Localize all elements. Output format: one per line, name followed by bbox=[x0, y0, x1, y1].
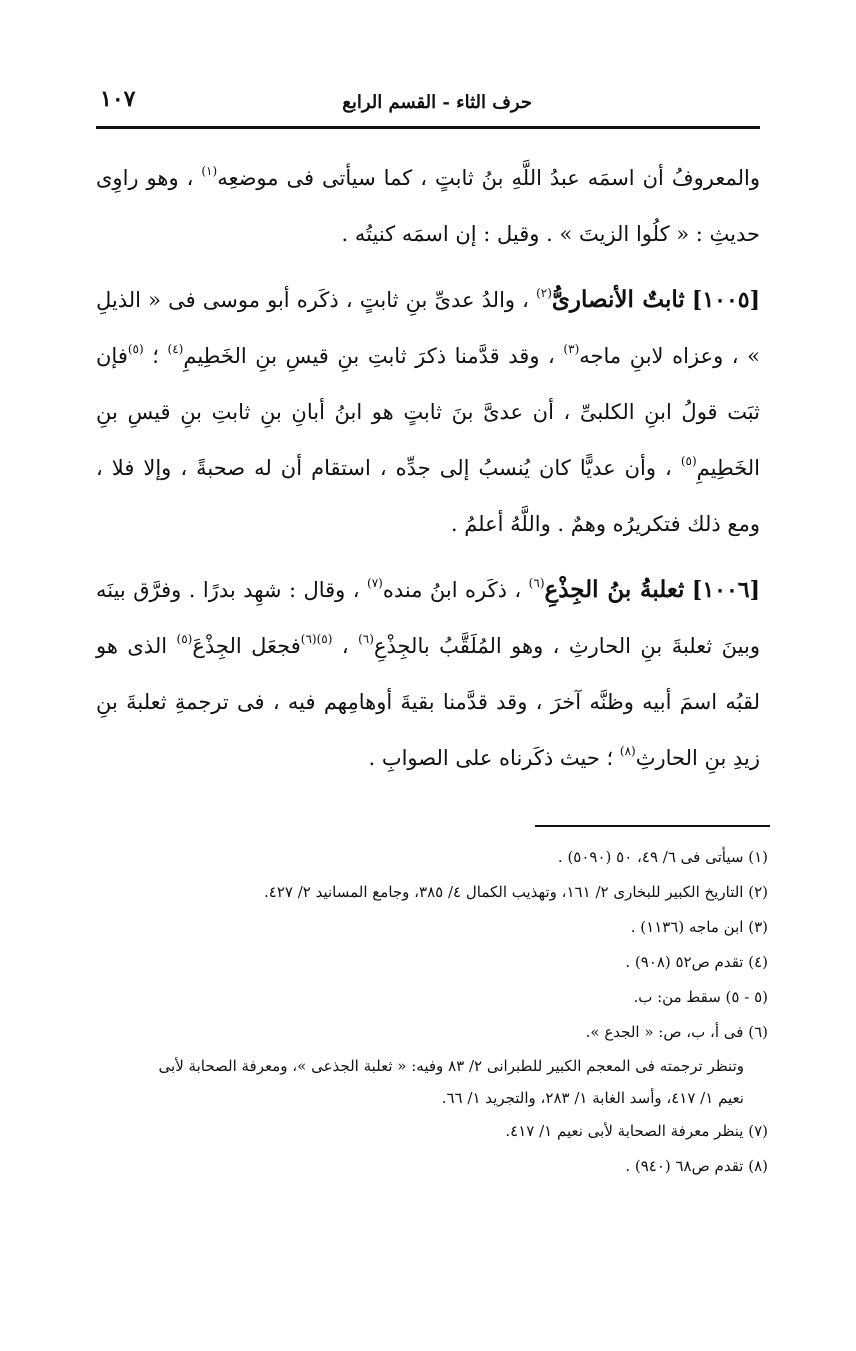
footnote-6-continuation: نعيم ١/ ٤١٧، وأسد الغابة ١/ ٢٨٣، والتجريد ١/ ٦٦. bbox=[441, 1089, 744, 1107]
paragraph-text: والمعروفُ أن اسمَه عبدُ اللَّهِ بنُ ثابتٍ ، كما سيأتى فى موضعِه bbox=[217, 166, 760, 190]
footnote-ref: (٥) bbox=[127, 342, 144, 356]
entry-text: ، bbox=[332, 634, 359, 658]
entry-text: ، ذكَره ابنُ منده bbox=[382, 578, 529, 602]
footnotes bbox=[96, 840, 768, 1184]
paragraph-intro bbox=[96, 150, 760, 262]
footnote-6-continuation: وتنظر ترجمته فى المعجم الكبير للطبرانى ٢/ ٨٣ وفيه: « ثعلبة الجذعى »، ومعرفة الصحابة لأبى bbox=[158, 1057, 744, 1075]
footnote-ref: (١) bbox=[201, 164, 218, 178]
entry-text: ؛ bbox=[143, 344, 168, 368]
entry-1005 bbox=[96, 272, 760, 552]
footnote-8: (٨) تقدم ص٦٨ (٩٤٠) . bbox=[625, 1157, 768, 1175]
footnote-ref: (٦) bbox=[358, 632, 374, 646]
running-header bbox=[96, 84, 760, 122]
entry-text: ، وقال : شهِد بدرًا . وفرَّق بينَه وبينَ ثعلبةَ بنِ الحارثِ ، وهو المُلَقَّبُ بالجِذْعِ bbox=[96, 578, 760, 658]
entry-text: فجعَل الجِذْعَ bbox=[192, 634, 301, 658]
footnote-7: (٧) ينظر معرفة الصحابة لأبى نعيم ١/ ٤١٧. bbox=[505, 1122, 768, 1140]
entry-number: [١٠٠٦] bbox=[691, 577, 760, 603]
entry-text: ، وقد قدَّمنا ذكرَ ثابتِ بنِ قيسِ بنِ الخَطِيمِ bbox=[183, 344, 564, 368]
footnote-6: (٦) فى أ، ب، ص: « الجدع ». bbox=[585, 1023, 768, 1041]
footnote-ref: (٥) bbox=[176, 632, 193, 646]
footnote-1: (١) سيأتى فى ٦/ ٤٩، ٥٠ (٥٠٩٠) . bbox=[557, 848, 768, 866]
entry-number: [١٠٠٥] bbox=[691, 287, 760, 313]
footnote-ref: (٦) bbox=[528, 576, 545, 590]
entry-text: ، وأن عديًّا كان يُنسبُ إلى جدِّه ، استقام أن له صحبةً ، وإلا فلا ، ومع ذلك فتكريرُه وهمٌ . واللَّهُ أعلمُ . bbox=[96, 456, 760, 536]
entry-text: ؛ حيث ذكَرناه على الصوابِ . bbox=[368, 746, 620, 770]
footnote-ref: (٨) bbox=[619, 744, 636, 758]
entry-text: الذى هو لقبُه اسمَ أبيه وظنَّه آخرَ ، وقد قدَّمنا بقيةَ أوهامِهم فيه ، فى ترجمةِ ثعلبةَ بنِ زيدِ بنِ الحارثِ bbox=[96, 634, 760, 770]
footnote-4: (٤) تقدم ص٥٢ (٩٠٨) . bbox=[625, 953, 768, 971]
footnote-rule bbox=[535, 825, 770, 827]
entry-1006 bbox=[96, 562, 760, 786]
footnote-ref: (٤) bbox=[167, 342, 184, 356]
footnote-2: (٢) التاريخ الكبير للبخارى ٢/ ١٦١، وتهذيب الكمال ٤/ ٣٨٥، وجامع المسانيد ٢/ ٤٢٧. bbox=[263, 883, 768, 901]
footnote-ref: (٣) bbox=[563, 342, 580, 356]
footnote-5: (٥ - ٥) سقط من: ب. bbox=[633, 988, 768, 1006]
entry-name: ثعلبةُ بنُ الجِذْعِ bbox=[544, 576, 685, 603]
header-title: حرف الثاء - القسم الرابع bbox=[342, 92, 532, 113]
footnote-ref: (٥)(٦) bbox=[300, 632, 333, 646]
entry-name: ثابتٌ الأنصارىُّ bbox=[551, 286, 685, 313]
page-number: ١٠٧ bbox=[100, 86, 136, 112]
footnote-3: (٣) ابن ماجه (١١٣٦) . bbox=[630, 918, 768, 936]
paragraph-text: ، وهو راوِى حديثِ : « كلُوا الزيتَ » . وقيل : إن اسمَه كنيتُه . bbox=[96, 166, 760, 246]
main-text bbox=[96, 150, 760, 786]
footnote-ref: (٢) bbox=[536, 286, 552, 300]
entry-text: ، والدُ عدىِّ بنِ ثابتٍ ، ذكَره أبو موسى فى « الذيلِ » ، وعزاه لابنِ ماجه bbox=[96, 288, 760, 368]
entry-text: فإن ثبَت قولُ ابنِ الكلبىِّ ، أن عدىَّ بنَ ثابتٍ هو ابنُ أبانِ بنِ ثابتِ بنِ قيسِ بنِ الخَطِيمِ bbox=[96, 344, 760, 480]
footnote-ref: (٧) bbox=[367, 576, 383, 590]
footnote-ref: (٥) bbox=[680, 454, 697, 468]
header-rule bbox=[96, 126, 760, 129]
